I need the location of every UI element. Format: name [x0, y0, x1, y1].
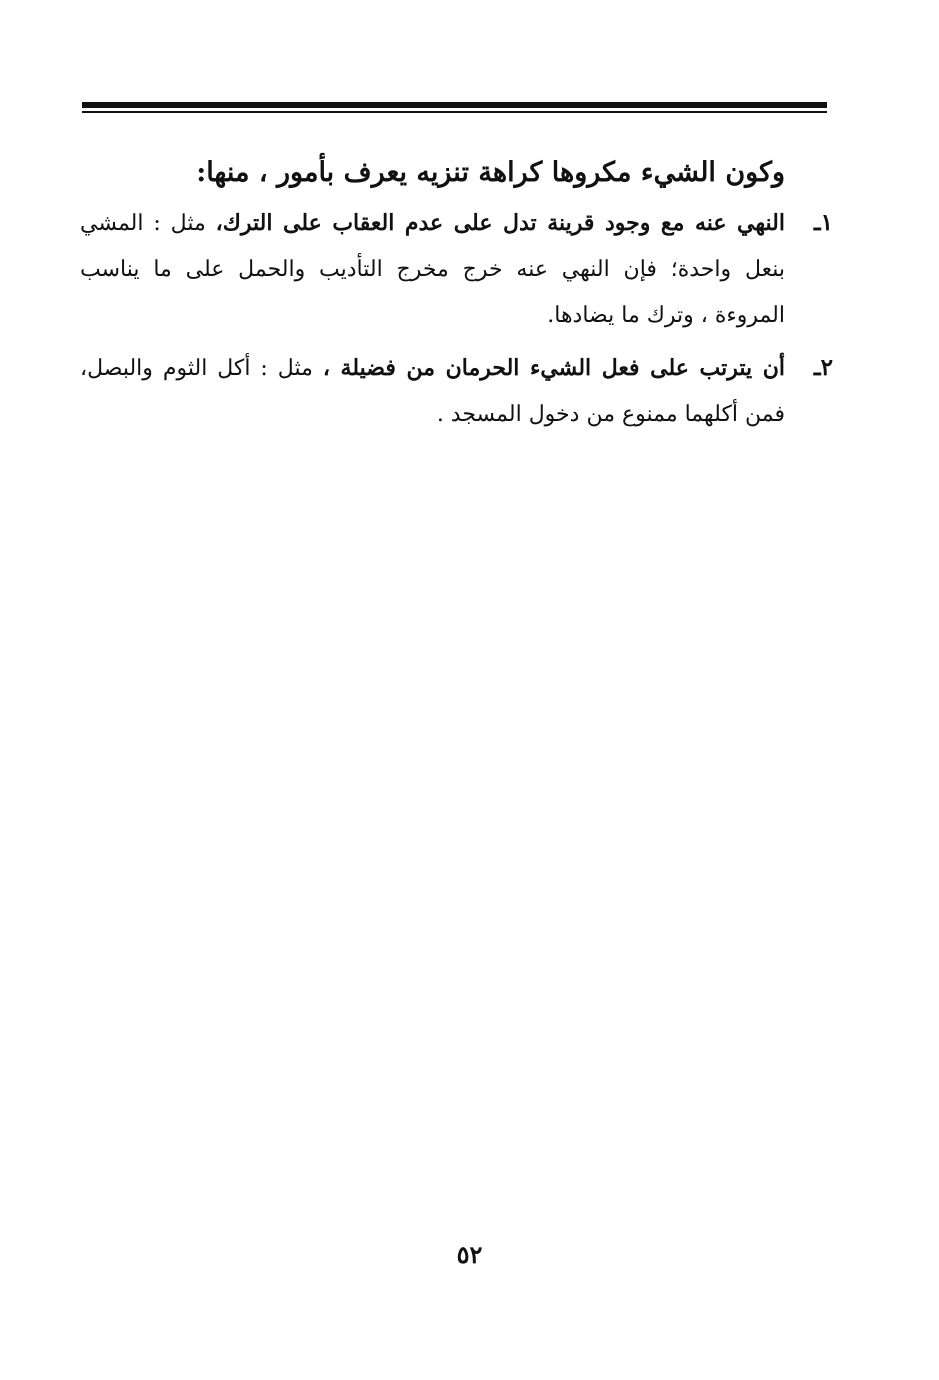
list-item [80, 200, 833, 339]
list-item-text [80, 345, 785, 438]
list-item-heading: النهي عنه مع وجود قرينة تدل على عدم العقاب على الترك، [215, 210, 785, 236]
list-item-number: ٢ـ [813, 354, 833, 381]
header-rule-thick [82, 102, 827, 108]
intro-paragraph: وكون الشيء مكروها كراهة تنزيه يعرف بأمور ، منها: [196, 157, 785, 188]
page-content [80, 150, 833, 444]
list-item-explanation: مثل : المشي بنعل واحدة؛ فإن النهي عنه خرج مخرج التأديب والحمل على ما يناسب المروءة ، وترك ما يضادها. [80, 211, 785, 328]
list-item-heading: أن يترتب على فعل الشيء الحرمان من فضيلة ، [322, 355, 785, 381]
page-number: ٥٢ [456, 1240, 483, 1269]
header-double-rule [82, 102, 827, 116]
list-item [80, 345, 833, 438]
header-rule-thin [82, 111, 827, 113]
list-item-number: ١ـ [813, 209, 833, 236]
list-item-explanation: مثل : أكل الثوم والبصل، فمن أكلهما ممنوع من دخول المسجد . [80, 356, 785, 427]
list-item-text [80, 200, 785, 339]
